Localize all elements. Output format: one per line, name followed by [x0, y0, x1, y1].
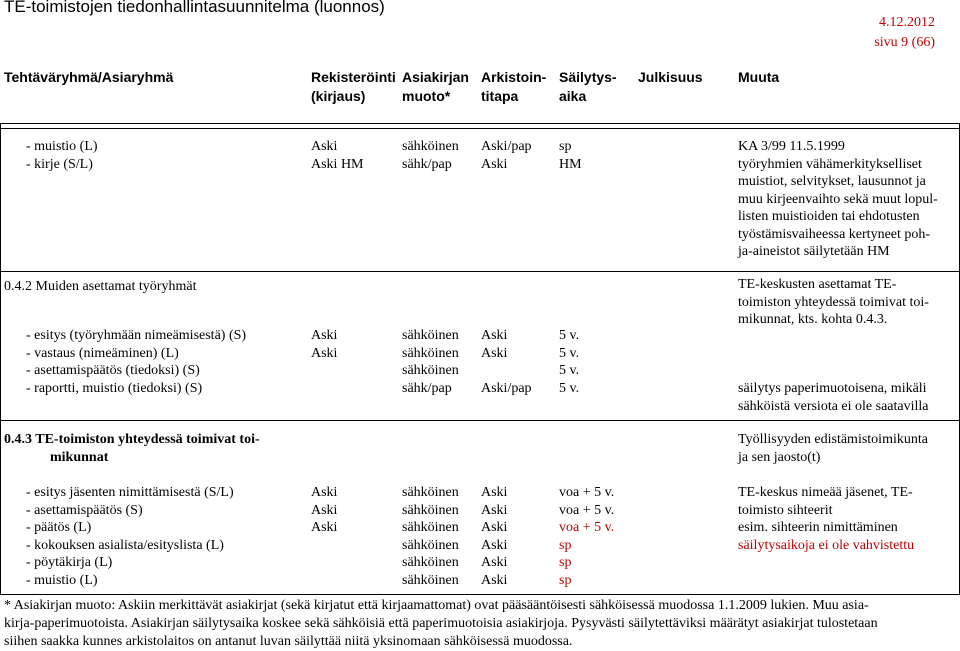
header-retention-1: Säilytys- [559, 69, 617, 85]
cell-format: sähk/pap [402, 156, 452, 172]
cell-registration: Aski HM [311, 156, 364, 172]
cell-retention: sp [559, 572, 572, 588]
note-line: mikunnat, kts. kohta 0.4.3. [738, 312, 888, 327]
cell-archive: Aski [481, 485, 508, 500]
footnote-line: siihen saakka kunnes arkistolaitos on antanut luvan säilyttää niitä yksinomaan sähköisessä muodossa. [4, 634, 573, 649]
section-3-heading-note-cont: ja sen jaosto(t) [738, 450, 821, 465]
list-item: - vastaus (nimeäminen) (L) [26, 345, 179, 361]
cell-retention: 5 v. [559, 380, 580, 396]
cell-retention: HM [559, 156, 582, 172]
section-2-archive [481, 327, 532, 397]
header-divider-double [0, 128, 960, 129]
document-title: TE-toimistojen tiedonhallintasuunnitelma (luonnos) [4, 0, 385, 16]
note-line: muistiot, selvitykset, lausunnot ja [738, 174, 926, 189]
section-1-retention [559, 138, 582, 173]
table-left-border [0, 123, 1, 594]
cell-registration [311, 380, 337, 398]
cell-registration [311, 554, 337, 572]
header-archive-1: Arkistoin- [481, 69, 547, 85]
cell-format: sähk/pap [402, 380, 452, 396]
section-2-retention [559, 327, 579, 397]
header-divider [0, 123, 960, 124]
cell-archive [481, 362, 532, 380]
section-2-heading: 0.4.2 Muiden asettamat työryhmät [4, 279, 197, 294]
list-item: - pöytäkirja (L) [26, 555, 113, 570]
cell-retention: voa + 5 v. [559, 485, 615, 500]
row-divider [0, 271, 960, 272]
section-2-notes-top [738, 276, 929, 329]
list-item: - päätös (L) [26, 520, 92, 535]
note-line: toimiston yhteydessä toimivat toi- [738, 294, 929, 310]
section-1-archive [481, 138, 532, 173]
cell-retention: 5 v. [559, 328, 580, 343]
cell-archive: Aski [481, 328, 508, 343]
section-2-registration [311, 327, 337, 397]
cell-registration [311, 572, 337, 590]
section-3-format [402, 484, 459, 589]
cell-retention: sp [559, 555, 572, 570]
note-line: TE-keskusten asettamat TE- [738, 277, 897, 292]
list-item: - kirje (S/L) [26, 156, 93, 172]
cell-archive: Aski [481, 502, 508, 518]
row-divider [0, 420, 960, 421]
cell-archive: Aski [481, 156, 508, 172]
note-line-warning: säilytysaikoja ei ole vahvistettu [738, 537, 915, 553]
cell-registration: Aski [311, 328, 338, 343]
section-1-registration [311, 138, 364, 173]
cell-registration [311, 537, 337, 555]
cell-retention: sp [559, 139, 572, 154]
cell-archive: Aski [481, 537, 508, 553]
note-line: työryhmien vähämerkitykselliset [738, 156, 922, 172]
cell-format: sähköinen [402, 502, 459, 518]
cell-registration: Aski [311, 139, 338, 154]
cell-retention: voa + 5 v. [559, 520, 615, 535]
cell-format: sähköinen [402, 537, 459, 553]
cell-registration [311, 362, 337, 380]
section-3-items [26, 484, 234, 589]
note-line: toimisto sihteerit [738, 502, 833, 518]
note-line: TE-keskus nimeää jäsenet, TE- [738, 485, 913, 500]
section-3-heading-note: Työllisyyden edistämistoimikunta [738, 432, 928, 447]
footnote-line: kirja-paperimuotoista. Asiakirjan säilytysaika koskee sekä sähköisiä että paperimuotoisia asiakirjoja. Pysyvästi säilytettäviksi määrätyt asiakirjat tulostetaan [4, 616, 878, 631]
cell-retention: voa + 5 v. [559, 502, 615, 518]
header-format-2: muoto* [402, 88, 451, 104]
note-line: KA 3/99 11.5.1999 [738, 139, 845, 154]
header-format-1: Asiakirjan [402, 69, 469, 85]
section-3-heading: 0.4.3 TE-toimiston yhteydessä toimivat toi- [4, 432, 260, 447]
cell-retention: 5 v. [559, 363, 580, 378]
cell-format: sähköinen [402, 139, 459, 154]
cell-format: sähköinen [402, 363, 459, 378]
footnote-line: * Asiakirjan muoto: Askiin merkittävät asiakirjat (sekä kirjatut että kirjaamattomat) ovat pääsääntöisesti sähköisessä muodossa 1.1.2009 lukien. Muu asia- [4, 598, 869, 613]
document-date: 4.12.2012 [879, 15, 935, 30]
list-item: - kokouksen asialista/esityslista (L) [26, 537, 224, 553]
cell-format: sähköinen [402, 328, 459, 343]
section-1-items [26, 138, 98, 173]
cell-archive: Aski [481, 555, 508, 570]
section-3-heading-cont: mikunnat [50, 450, 109, 465]
cell-format: sähköinen [402, 555, 459, 570]
cell-archive: Aski [481, 345, 508, 361]
cell-format: sähköinen [402, 345, 459, 361]
list-item: - esitys (työryhmään nimeämisestä) (S) [26, 328, 247, 343]
cell-registration: Aski [311, 502, 338, 518]
cell-registration: Aski [311, 520, 338, 535]
cell-format: sähköinen [402, 572, 459, 588]
cell-format: sähköinen [402, 485, 459, 500]
list-item: - muistio (L) [26, 139, 98, 154]
list-item: - esitys jäsenten nimittämisestä (S/L) [26, 485, 234, 500]
header-group: Tehtäväryhmä/Asiaryhmä [4, 69, 174, 85]
section-2-items [26, 327, 246, 397]
cell-retention: sp [559, 537, 572, 553]
section-2-format [402, 327, 459, 397]
header-retention-2: aika [559, 88, 587, 104]
list-item: - asettamispäätös (tiedoksi) (S) [26, 363, 200, 378]
section-1-format [402, 138, 459, 173]
header-publicity: Julkisuus [638, 69, 703, 85]
header-registration-2: (kirjaus) [311, 88, 366, 104]
section-3-notes [738, 484, 914, 554]
section-3-archive [481, 484, 507, 589]
cell-archive: Aski/pap [481, 139, 532, 154]
note-line: säilytys paperimuotoisena, mikäli [738, 381, 927, 396]
cell-archive: Aski [481, 572, 508, 588]
section-1-notes [738, 138, 938, 261]
section-3-registration [311, 484, 337, 589]
note-line: sähköistä versiota ei ole saatavilla [738, 398, 929, 414]
list-item: - asettamispäätös (S) [26, 502, 143, 518]
cell-archive: Aski [481, 520, 508, 535]
list-item: - muistio (L) [26, 572, 98, 588]
header-archive-2: titapa [481, 88, 519, 104]
header-other: Muuta [738, 69, 780, 85]
note-line: työstämisvaiheessa kertyneet poh- [738, 226, 931, 242]
table-bottom-line [0, 594, 960, 595]
page-number: sivu 9 (66) [874, 35, 935, 50]
note-line: ja-aineistot säilytetään HM [738, 244, 890, 259]
note-line: muu kirjeenvaihto sekä muut lopul- [738, 191, 938, 207]
cell-registration: Aski [311, 485, 338, 500]
cell-archive: Aski/pap [481, 380, 532, 396]
cell-registration: Aski [311, 345, 338, 361]
cell-retention: 5 v. [559, 345, 580, 361]
section-2-notes-bottom [738, 380, 929, 415]
note-line: listen muistioiden tai ehdotusten [738, 209, 920, 224]
list-item: - raportti, muistio (tiedoksi) (S) [26, 380, 203, 396]
header-registration-1: Rekisteröinti [311, 69, 396, 85]
note-line: esim. sihteerin nimittäminen [738, 520, 898, 535]
cell-format: sähköinen [402, 520, 459, 535]
section-3-retention [559, 484, 614, 589]
